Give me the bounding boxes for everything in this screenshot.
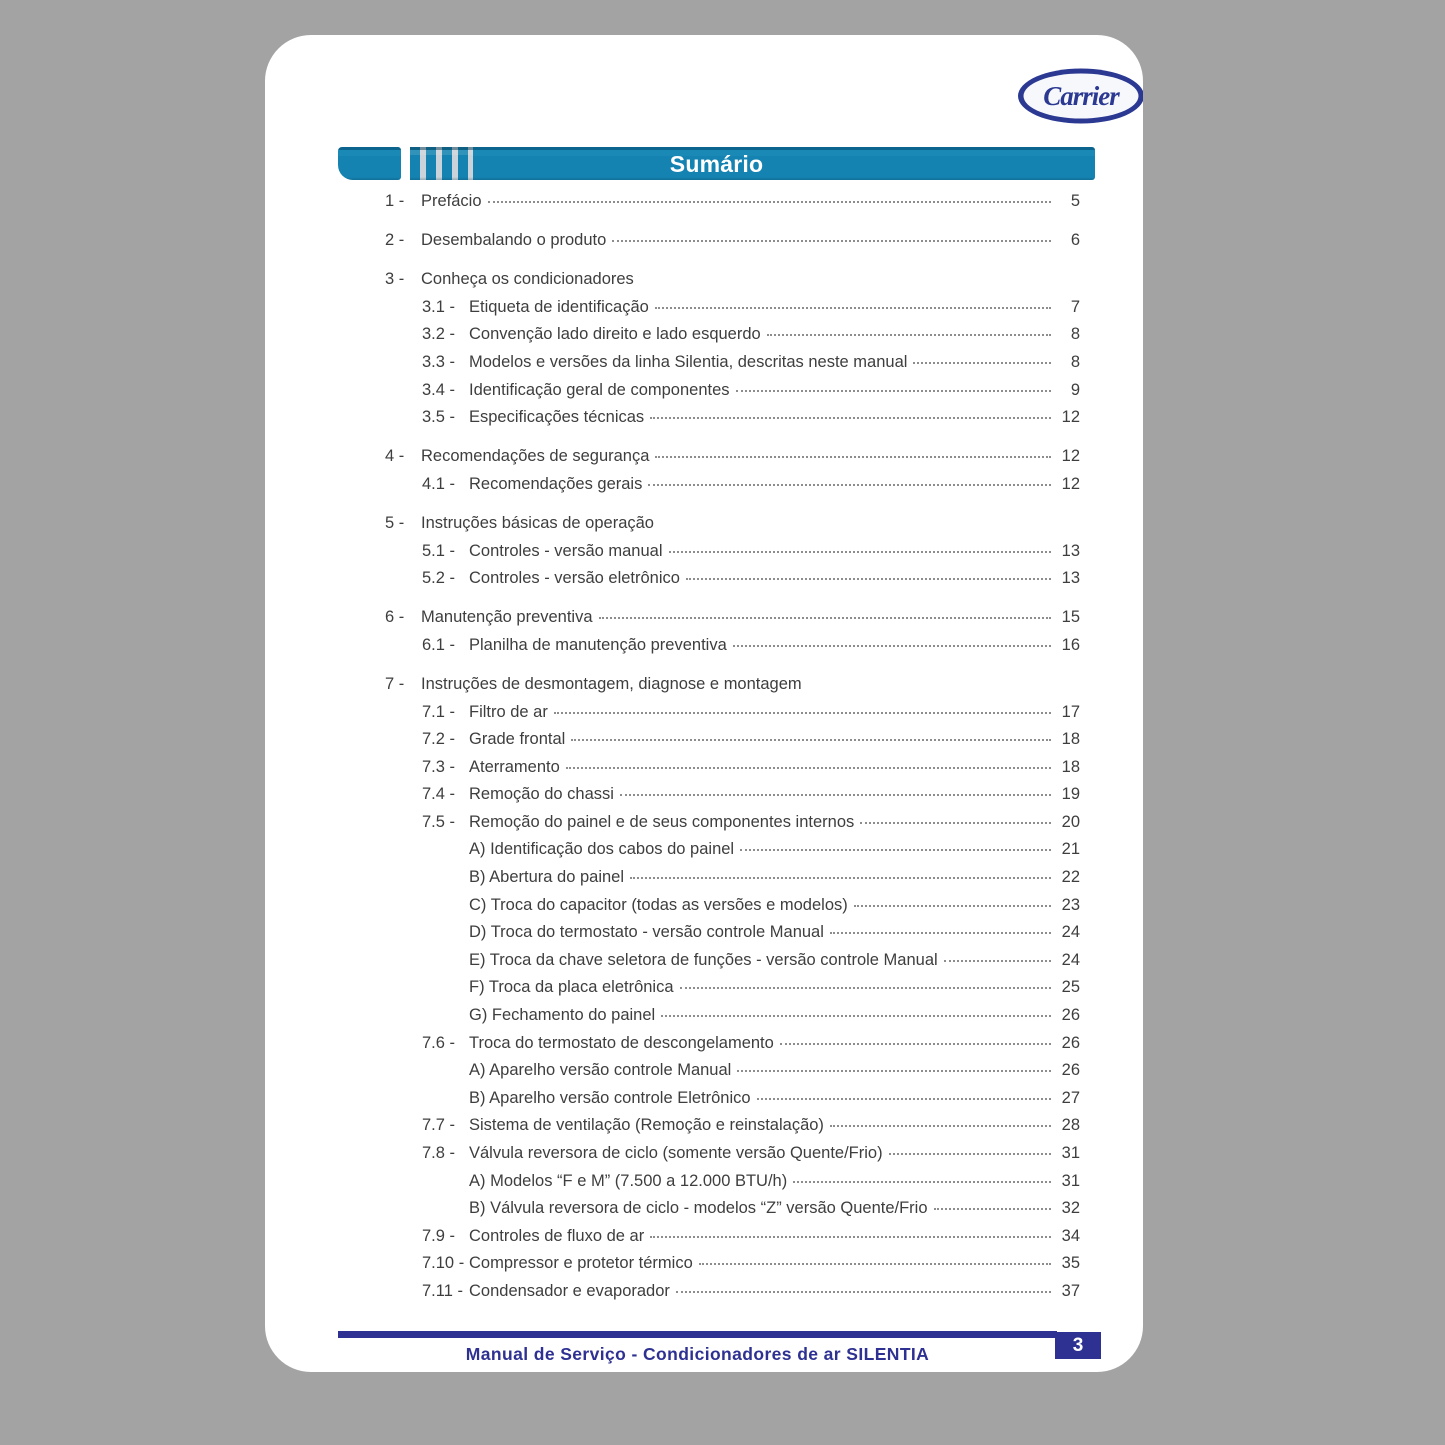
toc-entry-page: 21 [1061, 840, 1080, 859]
toc-entry [385, 1089, 1080, 1117]
toc-entry-page: 12 [1061, 474, 1080, 493]
toc-entry-page: 5 [1070, 192, 1080, 210]
toc-entry [385, 1199, 1080, 1227]
toc-entry [385, 353, 1080, 381]
dot-leader [676, 1291, 1051, 1293]
toc-entry [385, 514, 1080, 542]
toc-entry-page: 12 [1061, 447, 1080, 466]
toc-entry-number: 7.6 - [422, 1033, 456, 1052]
carrier-logo-text: Carrier [1043, 81, 1119, 111]
dot-leader [488, 201, 1051, 203]
toc-entry [385, 703, 1080, 731]
dot-leader [830, 932, 1051, 934]
toc-entry-number: 5 - [385, 513, 405, 532]
toc-entry-page: 16 [1061, 635, 1080, 654]
dot-leader [650, 417, 1051, 419]
toc-entry [385, 813, 1080, 841]
dot-leader [680, 987, 1051, 989]
toc-entry-label: B) Aparelho versão controle Eletrônico [469, 1088, 751, 1107]
footer-rule [338, 1331, 1057, 1338]
page-number-badge: 3 [1055, 1332, 1101, 1359]
toc-entry-page: 31 [1061, 1144, 1080, 1162]
toc-entry-page: 32 [1061, 1199, 1080, 1218]
toc-entry [385, 758, 1080, 786]
toc-entry-number: 4.1 - [422, 474, 456, 493]
toc-entry-label: Filtro de ar [469, 702, 548, 721]
toc-entry-label: Remoção do painel e de seus componentes internos [469, 812, 855, 831]
toc-entry [385, 325, 1080, 353]
toc-entry [385, 675, 1080, 703]
toc-entry-page: 9 [1070, 380, 1080, 399]
dot-leader [612, 240, 1051, 242]
toc-entry [385, 730, 1080, 758]
toc-entry-label: G) Fechamento do painel [469, 1006, 656, 1025]
toc-entry-number: 7.9 - [422, 1226, 456, 1245]
toc-entry-label: Instruções básicas de operação [421, 513, 654, 532]
toc-entry-label: A) Identificação dos cabos do painel [469, 840, 735, 859]
toc-entry-label: A) Aparelho versão controle Manual [469, 1061, 732, 1080]
toc-entry [385, 542, 1080, 570]
toc-entry-label: F) Troca da placa eletrônica [469, 978, 674, 997]
toc-entry-label: Convenção lado direito e lado esquerdo [469, 325, 761, 344]
dot-leader [650, 1236, 1051, 1238]
toc-entry-page: 15 [1061, 608, 1080, 627]
toc-entry-page: 22 [1061, 868, 1080, 887]
toc-entry-page: 26 [1061, 1033, 1080, 1052]
toc-entry-page: 27 [1061, 1088, 1080, 1107]
toc-entry-page: 34 [1061, 1226, 1080, 1245]
toc-entry-page: 6 [1070, 231, 1080, 250]
dot-leader [793, 1181, 1051, 1183]
toc-entry [385, 298, 1080, 326]
dot-leader [630, 877, 1051, 879]
toc-entry [385, 636, 1080, 664]
toc-entry-label: C) Troca do capacitor (todas as versões e modelos) [469, 895, 848, 914]
toc-entry-page: 13 [1061, 569, 1080, 588]
dot-leader [944, 960, 1051, 962]
toc-entry-label: Troca do termostato de descongelamento [469, 1033, 774, 1052]
toc-entry [385, 1254, 1080, 1282]
toc-entry-page: 37 [1061, 1281, 1080, 1300]
toc-entry-page: 8 [1070, 352, 1080, 371]
toc-entry-number: 1 - [385, 192, 405, 210]
toc-entry-number: 7.4 - [422, 785, 456, 804]
toc-entry-number: 7.5 - [422, 812, 456, 831]
toc-entry-label: Instruções de desmontagem, diagnose e montagem [421, 674, 802, 693]
toc-entry [385, 1034, 1080, 1062]
toc-entry [385, 1116, 1080, 1144]
toc-entry [385, 270, 1080, 298]
toc-entry-number: 3.2 - [422, 325, 456, 344]
toc-entry-label: Válvula reversora de ciclo (somente versão Quente/Frio) [469, 1144, 883, 1162]
toc-entry-number: 3.1 - [422, 297, 456, 316]
toc-entry [385, 231, 1080, 259]
toc-entry-label: Grade frontal [469, 730, 566, 749]
toc-entry-page: 20 [1061, 812, 1080, 831]
toc-entry-label: B) Válvula reversora de ciclo - modelos “Z” versão Quente/Frio [469, 1199, 928, 1218]
toc-entry-label: D) Troca do termostato - versão controle Manual [469, 923, 824, 942]
toc-entry-page: 28 [1061, 1116, 1080, 1135]
toc-entry [385, 785, 1080, 813]
toc-entry-label: Conheça os condicionadores [421, 270, 634, 289]
dot-leader [737, 1070, 1051, 1072]
dot-leader [740, 849, 1051, 851]
toc-entry-label: Recomendações gerais [469, 474, 643, 493]
footer-title: Manual de Serviço - Condicionadores de ar SILENTIA [465, 1344, 930, 1364]
toc-entry [385, 978, 1080, 1006]
dot-leader [571, 739, 1051, 741]
toc-list [385, 192, 1080, 1310]
toc-entry-number: 7.3 - [422, 757, 456, 776]
toc-entry-page: 26 [1061, 1061, 1080, 1080]
toc-entry-page: 19 [1061, 785, 1080, 804]
toc-entry [385, 192, 1080, 220]
toc-entry-number: 7.1 - [422, 702, 456, 721]
toc-entry [385, 951, 1080, 979]
dot-leader [554, 712, 1051, 714]
toc-entry-number: 3.5 - [422, 408, 456, 427]
toc-entry-number: 7.11 - [422, 1281, 463, 1300]
dot-leader [599, 617, 1051, 619]
toc-entry [385, 1006, 1080, 1034]
toc-entry-page: 23 [1061, 895, 1080, 914]
toc-entry-number: 7.7 - [422, 1116, 456, 1135]
dot-leader [733, 645, 1051, 647]
dot-leader [913, 362, 1051, 364]
toc-entry-label: Manutenção preventiva [421, 608, 593, 627]
dot-leader [661, 1015, 1051, 1017]
dot-leader [686, 578, 1051, 580]
toc-entry-label: Modelos e versões da linha Silentia, descritas neste manual [469, 352, 908, 371]
dot-leader [699, 1263, 1051, 1265]
toc-entry-label: Controles - versão manual [469, 541, 663, 560]
toc-entry-page: 26 [1061, 1006, 1080, 1025]
dot-leader [757, 1098, 1051, 1100]
toc-entry-label: Desembalando o produto [421, 231, 607, 250]
toc-entry-label: Especificações técnicas [469, 408, 645, 427]
toc-entry-number: 5.1 - [422, 541, 456, 560]
dot-leader [830, 1125, 1051, 1127]
toc-entry-label: E) Troca da chave seletora de funções - versão controle Manual [469, 950, 938, 969]
toc-entry-page: 35 [1061, 1254, 1080, 1273]
toc-entry-label: Controles de fluxo de ar [469, 1226, 645, 1245]
toc-entry [385, 840, 1080, 868]
dot-leader [566, 767, 1051, 769]
toc-entry-page: 17 [1061, 702, 1080, 721]
toc-entry-label: Recomendações de segurança [421, 447, 650, 466]
toc-entry [385, 1172, 1080, 1200]
toc-entry [385, 475, 1080, 503]
toc-entry-page: 12 [1061, 408, 1080, 427]
toc-entry [385, 447, 1080, 475]
toc-entry-number: 6 - [385, 608, 405, 627]
toc-entry-page: 18 [1061, 730, 1080, 749]
dot-leader [620, 794, 1051, 796]
toc-entry-number: 6.1 - [422, 635, 456, 654]
toc-entry-label: Compressor e protetor térmico [469, 1254, 693, 1273]
toc-entry [385, 1061, 1080, 1089]
toc-entry-label: Planilha de manutenção preventiva [469, 635, 727, 654]
dot-leader [655, 456, 1051, 458]
toc-entry [385, 381, 1080, 409]
toc-entry [385, 923, 1080, 951]
toc-entry-page: 24 [1061, 950, 1080, 969]
dot-leader [889, 1153, 1051, 1155]
dot-leader [648, 484, 1051, 486]
dot-leader [934, 1208, 1051, 1210]
toc-entry-page: 7 [1070, 297, 1080, 316]
toc-entry-number: 4 - [385, 447, 405, 466]
dot-leader [854, 905, 1051, 907]
dot-leader [736, 390, 1051, 392]
toc-entry [385, 896, 1080, 924]
toc-entry-label: Remoção do chassi [469, 785, 614, 804]
toc-entry-number: 5.2 - [422, 569, 456, 588]
toc-entry [385, 868, 1080, 896]
toc-entry-page: 8 [1070, 325, 1080, 344]
toc-entry-label: Etiqueta de identificação [469, 297, 649, 316]
toc-entry-label: Identificação geral de componentes [469, 380, 730, 399]
toc-entry-label: Aterramento [469, 757, 560, 776]
page-title: Sumário [669, 151, 764, 177]
summary-header-bar [338, 147, 1095, 180]
toc-entry-label: Sistema de ventilação (Remoção e reinstalação) [469, 1116, 824, 1135]
toc-entry-label: Condensador e evaporador [469, 1281, 670, 1300]
carrier-logo-icon [1016, 67, 1143, 125]
toc-entry-number: 7.10 - [422, 1254, 465, 1273]
toc-entry-number: 2 - [385, 231, 405, 250]
toc-entry-number: 7.8 - [422, 1144, 456, 1162]
toc-entry-number: 3.4 - [422, 380, 456, 399]
toc-entry-page: 24 [1061, 923, 1080, 942]
toc-entry [385, 569, 1080, 597]
manual-page [265, 35, 1143, 1372]
toc-entry [385, 1144, 1080, 1172]
toc-entry-label: B) Abertura do painel [469, 868, 625, 887]
dot-leader [655, 307, 1051, 309]
toc-entry-number: 7.2 - [422, 730, 456, 749]
dot-leader [669, 551, 1051, 553]
toc-entry [385, 1227, 1080, 1255]
toc-entry [385, 1282, 1080, 1310]
toc-entry-label: A) Modelos “F e M” (7.500 a 12.000 BTU/h) [469, 1171, 788, 1190]
toc-entry-page: 13 [1061, 541, 1080, 560]
toc-entry-page: 25 [1061, 978, 1080, 997]
toc-entry-page: 31 [1061, 1171, 1080, 1190]
toc-entry-number: 3.3 - [422, 352, 456, 371]
dot-leader [780, 1043, 1051, 1045]
toc-entry-label: Controles - versão eletrônico [469, 569, 680, 588]
toc-entry-number: 7 - [385, 674, 405, 693]
toc-entry-label: Prefácio [421, 192, 482, 210]
dot-leader [860, 822, 1051, 824]
toc-entry [385, 408, 1080, 436]
toc-entry-page: 18 [1061, 757, 1080, 776]
toc-entry [385, 608, 1080, 636]
dot-leader [767, 334, 1051, 336]
toc-entry-number: 3 - [385, 270, 405, 289]
